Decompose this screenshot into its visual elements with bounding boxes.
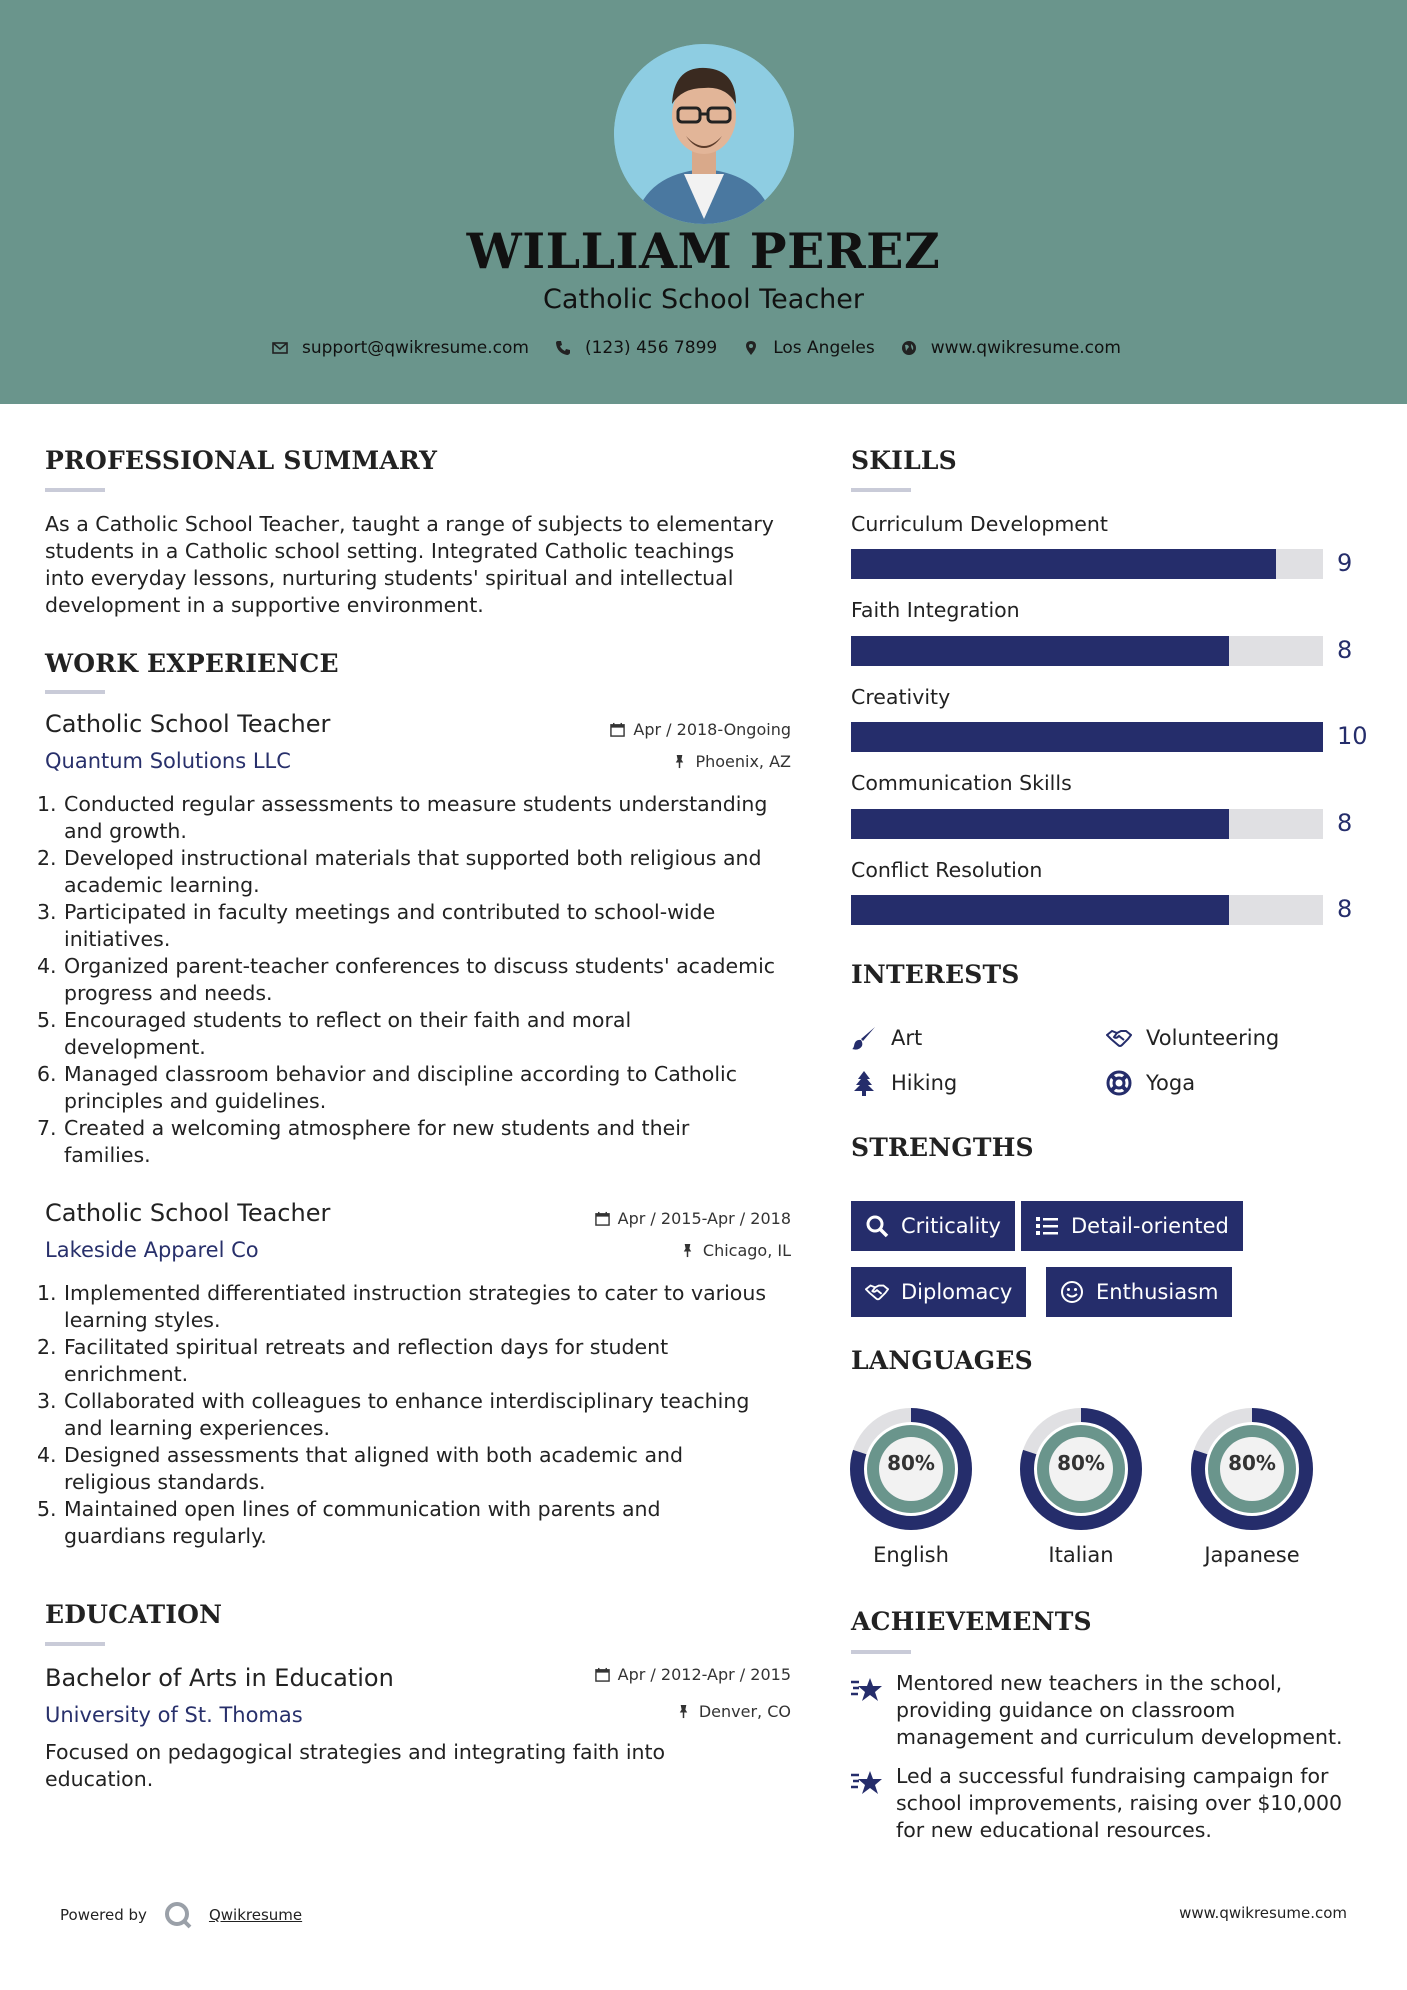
list-item bbox=[37, 1280, 807, 1334]
skill-bar-fill bbox=[851, 809, 1229, 839]
achievement-line: Led a successful fundraising campaign for bbox=[896, 1764, 1329, 1788]
phone-text: (123) 456 7899 bbox=[584, 338, 718, 358]
job-date bbox=[610, 720, 791, 739]
strength-label: Criticality bbox=[901, 1214, 1001, 1238]
skill-bar-track bbox=[851, 809, 1323, 839]
list-number: 1. bbox=[37, 1281, 57, 1305]
job-location-text: Chicago, IL bbox=[702, 1241, 791, 1260]
job-title: Catholic School Teacher bbox=[45, 710, 331, 738]
language-name: Italian bbox=[1048, 1543, 1114, 1567]
skill-bar-fill bbox=[851, 636, 1229, 666]
interest-label: Art bbox=[891, 1026, 923, 1050]
pushpin-icon bbox=[672, 754, 687, 769]
list-text: families. bbox=[64, 1143, 151, 1167]
handshake-icon bbox=[865, 1280, 889, 1304]
list-number: 2. bbox=[37, 846, 57, 870]
list-text: principles and guidelines. bbox=[64, 1089, 327, 1113]
list-text: Maintained open lines of communication with parents and bbox=[64, 1497, 661, 1521]
list-item bbox=[37, 1496, 807, 1550]
person-portrait-icon bbox=[614, 44, 794, 224]
list-number: 2. bbox=[37, 1335, 57, 1359]
list-text: Created a welcoming atmosphere for new students and their bbox=[64, 1116, 690, 1140]
language-percent: 80% bbox=[1228, 1451, 1276, 1475]
education-date bbox=[595, 1665, 791, 1684]
experience-heading: WORK EXPERIENCE bbox=[45, 649, 339, 678]
list-text: and learning experiences. bbox=[64, 1416, 331, 1440]
education-date-text: Apr / 2012-Apr / 2015 bbox=[617, 1665, 791, 1684]
strength-label: Detail-oriented bbox=[1071, 1214, 1229, 1238]
list-item bbox=[37, 1007, 807, 1061]
skill-bar-track bbox=[851, 549, 1323, 579]
job-location bbox=[672, 752, 791, 771]
list-text: Participated in faculty meetings and contributed to school-wide bbox=[64, 900, 716, 924]
qwikresume-logo-icon bbox=[163, 1900, 193, 1930]
language-name: Japanese bbox=[1204, 1543, 1300, 1567]
skills-heading: SKILLS bbox=[851, 446, 957, 475]
skill-bar-fill bbox=[851, 895, 1229, 925]
company-name: Lakeside Apparel Co bbox=[45, 1238, 259, 1262]
contact-website[interactable] bbox=[901, 338, 1121, 358]
list-item bbox=[37, 1442, 807, 1496]
list-item bbox=[37, 791, 807, 845]
experience-rule bbox=[45, 690, 105, 694]
summary-line: into everyday lessons, nurturing students' spiritual and intellectual bbox=[45, 566, 734, 590]
contact-email[interactable] bbox=[272, 338, 529, 358]
language-ring bbox=[1019, 1407, 1143, 1567]
skill-name: Communication Skills bbox=[851, 771, 1072, 795]
list-number: 7. bbox=[37, 1116, 57, 1140]
summary-heading: PROFESSIONAL SUMMARY bbox=[45, 446, 438, 475]
skill-value: 8 bbox=[1337, 636, 1353, 664]
list-text: Implemented differentiated instruction strategies to cater to various bbox=[64, 1281, 767, 1305]
list-item bbox=[37, 899, 807, 953]
achievement-line: management and curriculum development. bbox=[896, 1725, 1343, 1749]
list-item bbox=[37, 953, 807, 1007]
list-item bbox=[37, 1388, 807, 1442]
list-text: Facilitated spiritual retreats and reflection days for student bbox=[64, 1335, 669, 1359]
list-text: Encouraged students to reflect on their faith and moral bbox=[64, 1008, 632, 1032]
job-location-text: Phoenix, AZ bbox=[695, 752, 791, 771]
skill-name: Conflict Resolution bbox=[851, 858, 1043, 882]
education-description bbox=[45, 1739, 665, 1793]
list-number: 1. bbox=[37, 792, 57, 816]
language-ring bbox=[1190, 1407, 1314, 1567]
list-text: Developed instructional materials that supported both religious and bbox=[64, 846, 762, 870]
list-item bbox=[37, 1334, 807, 1388]
footer-website[interactable]: www.qwikresume.com bbox=[1179, 1904, 1347, 1922]
calendar-icon bbox=[595, 1211, 610, 1226]
job-date-text: Apr / 2015-Apr / 2018 bbox=[617, 1209, 791, 1228]
language-percent: 80% bbox=[1057, 1451, 1105, 1475]
achievement-line: school improvements, raising over $10,000 bbox=[896, 1791, 1343, 1815]
summary-line: As a Catholic School Teacher, taught a range of subjects to elementary bbox=[45, 512, 774, 536]
education-line: Focused on pedagogical strategies and integrating faith into bbox=[45, 1740, 666, 1764]
email-text: support@qwikresume.com bbox=[302, 338, 529, 358]
achievement-item bbox=[896, 1763, 1342, 1844]
job-title: Catholic School Teacher bbox=[45, 1199, 331, 1227]
strength-chip bbox=[851, 1267, 1026, 1317]
map-pin-icon bbox=[743, 340, 759, 356]
achievement-item bbox=[896, 1670, 1343, 1751]
footer-powered-by bbox=[60, 1900, 302, 1930]
interest-item bbox=[1106, 1025, 1279, 1051]
language-ring bbox=[849, 1407, 973, 1567]
skill-bar-track bbox=[851, 722, 1323, 752]
job-date bbox=[595, 1209, 791, 1228]
list-number: 5. bbox=[37, 1497, 57, 1521]
smile-icon bbox=[1060, 1280, 1084, 1304]
interest-label: Volunteering bbox=[1146, 1026, 1280, 1050]
languages-heading: LANGUAGES bbox=[851, 1346, 1033, 1375]
job-duties-list bbox=[37, 791, 807, 1169]
globe-icon bbox=[901, 340, 917, 356]
interest-item bbox=[851, 1070, 957, 1096]
list-text: initiatives. bbox=[64, 927, 171, 951]
list-text: and growth. bbox=[64, 819, 187, 843]
list-text: learning styles. bbox=[64, 1308, 221, 1332]
profile-photo bbox=[614, 44, 794, 224]
interests-heading: INTERESTS bbox=[851, 960, 1020, 989]
skill-value: 8 bbox=[1337, 895, 1353, 923]
handshake-icon bbox=[1106, 1025, 1132, 1051]
skill-name: Faith Integration bbox=[851, 598, 1020, 622]
skill-value: 9 bbox=[1337, 549, 1353, 577]
calendar-icon bbox=[610, 722, 625, 737]
list-text: development. bbox=[64, 1035, 206, 1059]
strength-chip bbox=[851, 1201, 1015, 1251]
list-item bbox=[37, 845, 807, 899]
list-text: Managed classroom behavior and discipline according to Catholic bbox=[64, 1062, 738, 1086]
skill-value: 10 bbox=[1337, 722, 1368, 750]
education-location-text: Denver, CO bbox=[698, 1702, 791, 1721]
list-text: religious standards. bbox=[64, 1470, 266, 1494]
company-name: Quantum Solutions LLC bbox=[45, 749, 291, 773]
calendar-icon bbox=[595, 1667, 610, 1682]
candidate-name: WILLIAM PEREZ bbox=[466, 222, 941, 280]
list-text: academic learning. bbox=[64, 873, 260, 897]
website-text: www.qwikresume.com bbox=[930, 338, 1121, 358]
strength-chip bbox=[1021, 1201, 1243, 1251]
list-number: 4. bbox=[37, 954, 57, 978]
skill-bar-track bbox=[851, 636, 1323, 666]
list-number: 6. bbox=[37, 1062, 57, 1086]
contact-bar bbox=[0, 338, 1407, 358]
list-item bbox=[37, 1115, 807, 1169]
strength-label: Enthusiasm bbox=[1096, 1280, 1219, 1304]
list-text: Designed assessments that aligned with both academic and bbox=[64, 1443, 684, 1467]
strength-label: Diplomacy bbox=[901, 1280, 1013, 1304]
list-text: enrichment. bbox=[64, 1362, 189, 1386]
star-award-icon bbox=[850, 1767, 884, 1797]
job-location bbox=[680, 1241, 791, 1260]
skills-rule bbox=[851, 488, 911, 492]
list-text: Conducted regular assessments to measure students understanding bbox=[64, 792, 768, 816]
degree-title: Bachelor of Arts in Education bbox=[45, 1664, 394, 1692]
skill-bar-fill bbox=[851, 549, 1276, 579]
candidate-title: Catholic School Teacher bbox=[543, 284, 864, 315]
education-heading: EDUCATION bbox=[45, 1600, 223, 1629]
job-duties-list bbox=[37, 1280, 807, 1550]
strengths-heading: STRENGTHS bbox=[851, 1133, 1034, 1162]
interest-label: Hiking bbox=[891, 1071, 958, 1095]
pushpin-icon bbox=[680, 1243, 695, 1258]
location-text: Los Angeles bbox=[773, 338, 875, 358]
lifebuoy-icon bbox=[1106, 1070, 1132, 1096]
list-text: Collaborated with colleagues to enhance interdisciplinary teaching bbox=[64, 1389, 750, 1413]
phone-icon bbox=[555, 340, 571, 356]
language-percent: 80% bbox=[887, 1451, 935, 1475]
list-icon bbox=[1035, 1214, 1059, 1238]
list-number: 3. bbox=[37, 1389, 57, 1413]
list-text: guardians regularly. bbox=[64, 1524, 267, 1548]
achievement-line: for new educational resources. bbox=[896, 1818, 1212, 1842]
summary-line: development in a supportive environment. bbox=[45, 593, 484, 617]
job-date-text: Apr / 2018-Ongoing bbox=[633, 720, 791, 739]
language-name: English bbox=[873, 1543, 949, 1567]
achievement-line: providing guidance on classroom bbox=[896, 1698, 1236, 1722]
list-number: 5. bbox=[37, 1008, 57, 1032]
achievements-rule bbox=[851, 1650, 911, 1654]
education-rule bbox=[45, 1642, 105, 1646]
school-name: University of St. Thomas bbox=[45, 1703, 303, 1727]
education-line: education. bbox=[45, 1767, 154, 1791]
skill-bar-fill bbox=[851, 722, 1323, 752]
star-award-icon bbox=[850, 1674, 884, 1704]
list-number: 3. bbox=[37, 900, 57, 924]
summary-text bbox=[45, 511, 774, 619]
list-number: 4. bbox=[37, 1443, 57, 1467]
brand-link[interactable]: Qwikresume bbox=[208, 1906, 303, 1924]
skill-name: Curriculum Development bbox=[851, 512, 1108, 536]
list-text: Organized parent-teacher conferences to discuss students' academic bbox=[64, 954, 776, 978]
tree-icon bbox=[851, 1070, 877, 1096]
interest-label: Yoga bbox=[1146, 1071, 1196, 1095]
list-text: progress and needs. bbox=[64, 981, 273, 1005]
achievement-line: Mentored new teachers in the school, bbox=[896, 1671, 1283, 1695]
skill-value: 8 bbox=[1337, 809, 1353, 837]
contact-location bbox=[743, 338, 875, 358]
summary-rule bbox=[45, 488, 105, 492]
contact-phone[interactable] bbox=[555, 338, 717, 358]
skill-bar-track bbox=[851, 895, 1323, 925]
education-location bbox=[676, 1702, 791, 1721]
achievements-heading: ACHIEVEMENTS bbox=[851, 1607, 1092, 1636]
summary-line: students in a Catholic school setting. Integrated Catholic teachings bbox=[45, 539, 735, 563]
pushpin-icon bbox=[676, 1704, 691, 1719]
search-icon bbox=[865, 1214, 889, 1238]
envelope-icon bbox=[272, 340, 288, 356]
powered-by-text: Powered by bbox=[60, 1906, 147, 1924]
interest-item bbox=[851, 1025, 922, 1051]
interest-item bbox=[1106, 1070, 1195, 1096]
strength-chip bbox=[1046, 1267, 1232, 1317]
skill-name: Creativity bbox=[851, 685, 951, 709]
paintbrush-icon bbox=[851, 1025, 877, 1051]
list-item bbox=[37, 1061, 807, 1115]
